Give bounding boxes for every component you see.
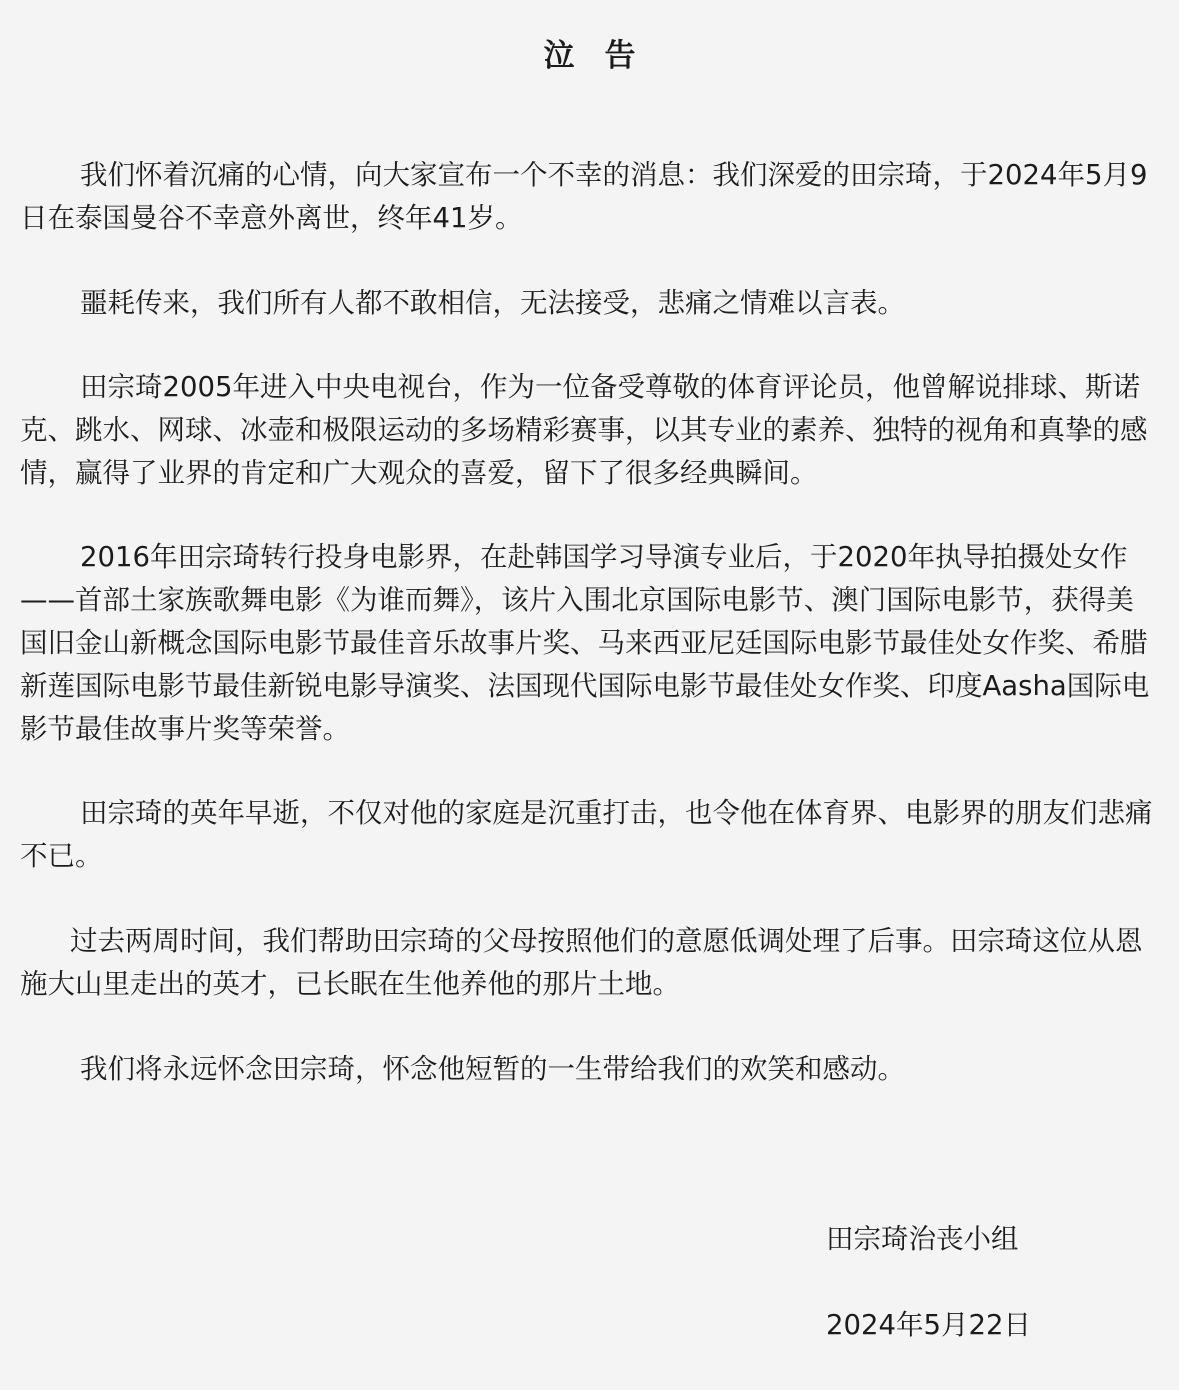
paragraph-cctv-career: 田宗琦2005年进入中央电视台，作为一位备受尊敬的体育评论员，他曾解说排球、斯诺克、跳水、网球、冰壶和极限运动的多场精彩赛事，以其专业的素养、独特的视角和真挚的感情，赢得了业界的肯定和广大观众的喜爱，留下了很多经典瞬间。	[20, 371, 1148, 489]
paragraph-funeral: 过去两周时间，我们帮助田宗琦的父母按照他们的意愿低调处理了后事。田宗琦这位从恩施大山里走出的英才，已长眠在生他养他的那片土地。	[20, 925, 1143, 1000]
paragraph-grief: 噩耗传来，我们所有人都不敢相信，无法接受，悲痛之情难以言表。	[80, 287, 905, 319]
paragraph-remembrance: 我们将永远怀念田宗琦，怀念他短暂的一生带给我们的欢笑和感动。	[80, 1053, 905, 1085]
paragraph-film-career: 2016年田宗琦转行投身电影界，在赴韩国学习导演专业后，于2020年执导拍摄处女作——首部土家族歌舞电影《为谁而舞》，该片入围北京国际电影节、澳门国际电影节，获得美国旧金山新概念国际电影节最佳音乐故事片奖、马来西亚尼廷国际电影节最佳处女作奖、希腊新莲国际电影节最佳新锐电影导演奖、法国现代国际电影节最佳处女作奖、印度Aasha国际电影节最佳故事片奖等荣誉。	[20, 541, 1150, 745]
notice-title: 泣告	[543, 38, 666, 74]
paragraph-announcement: 我们怀着沉痛的心情，向大家宣布一个不幸的消息：我们深爱的田宗琦，于2024年5月9日在泰国曼谷不幸意外离世，终年41岁。	[20, 159, 1148, 234]
paragraph-loss: 田宗琦的英年早逝，不仅对他的家庭是沉重打击，也令他在体育界、电影界的朋友们悲痛不已。	[20, 797, 1153, 872]
signature: 田宗琦治丧小组	[826, 1223, 1019, 1255]
notice-date: 2024年5月22日	[826, 1309, 1031, 1341]
